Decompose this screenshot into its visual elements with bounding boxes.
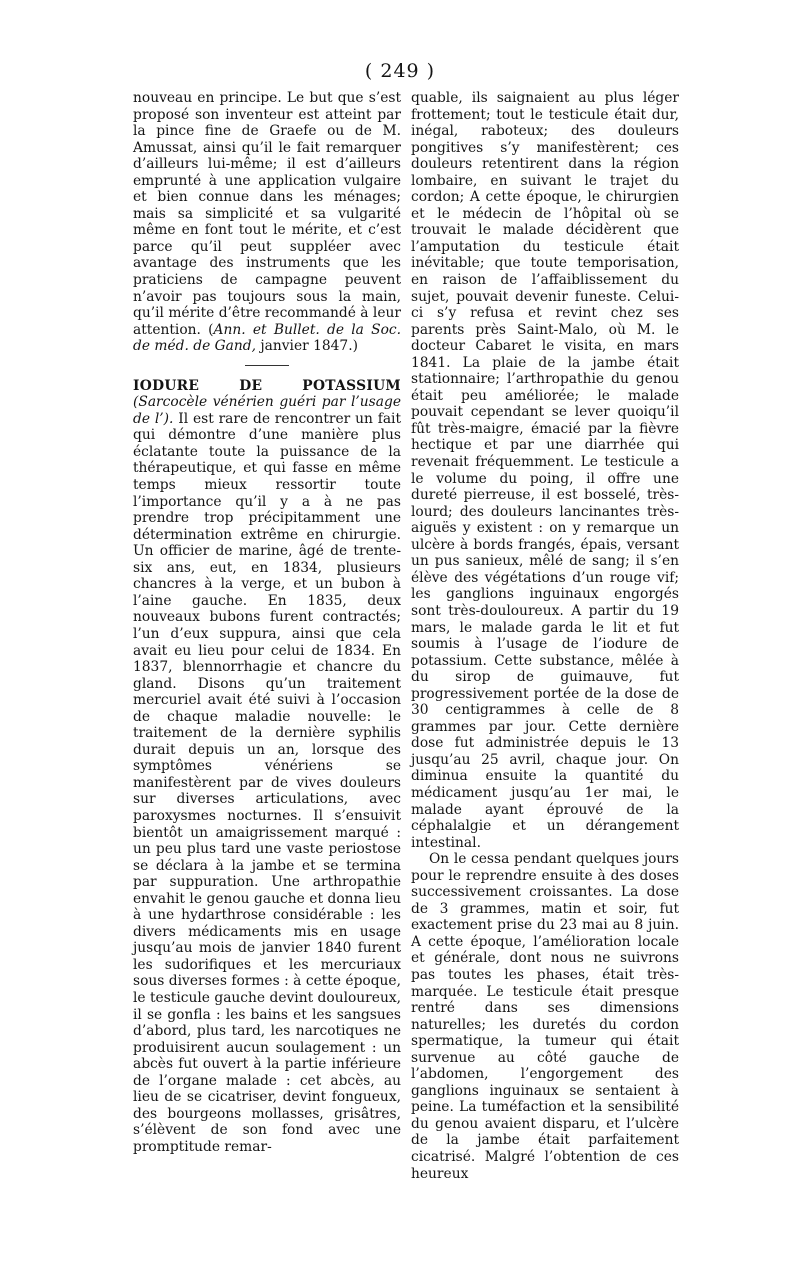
article-heading: IODURE DE POTASSIUM [133,377,401,394]
article-title [133,378,401,1156]
left-paragraph-text: nouveau en principe. Le but que s’est proposé son inventeur est atteint par la pince fine de Graefe ou de M. Amussat, ainsi qu’il le fait remarquer d’ailleurs lui-même; il est d’ailleurs emprunté à une application vulgaire et bien connue dans les ménages; mais sa simplicité et sa vulgarité même en font tout le mérite, et c’est parce qu’il peut suppléer avec avantage des instruments que les praticiens de campagne peuvent n’avoir pas toujours sous la main, qu’il mérite d’être recommandé à leur attention. ( [133,90,401,338]
journal-citation-date: janvier 1847.) [255,338,358,355]
article-body-start: Il est rare de rencontrer un fait qui démontre d’une manière plus éclatante toute la puissance de la thérapeutique, et qui fasse en même temps mieux ressortir toute l’importance qu’il y a à ne pas prendre trop précipitamment une détermination extrême en chirurgie. Un officier de marine, âgé de trente-six ans, eut, en 1834, plusieurs chancres à la verge, et un bubon à l’aine gauche. En 1835, deux nouveaux bubons furent contractés; l’un d’eux suppura, ainsi que cela avait eu lieu pour celui de 1834. En 1837, blennorrhagie et chancre du gland. Disons qu’un traitement mercuriel avait été suivi à l’occasion de chaque maladie nouvelle: le traitement de la dernière syphilis durait depuis un an, lorsque des symptômes vénériens se manifestèrent par de vives douleurs sur diverses articulations, avec paroxysmes nocturnes. Il s’ensuivit bientôt un amaigrissement marqué : un peu plus tard une vaste periostose se déclara à la jambe et se termina par suppuration. Une arthropathie envahit le genou gauche et donna lieu à une hydarthrose considérable : les divers médicaments mis en usage jusqu’au mois de janvier 1840 furent les sudorifiques et les mercuriaux sous diverses formes : à cette époque, le testicule gauche devint douloureux, il se gonfla : les bains et les sangsues d’abord, plus tard, les narcotiques ne produisirent aucun soulagement : un abcès fut ouvert à la partie inférieure de l’organe malade : cet abcès, au lieu de se cicatriser, devint fongueux, des bourgeons mollasses, grisâtres, s’élèvent de son fond avec une promptitude remar- [133,410,402,1155]
journal-citation: Ann. et Bullet. de la Soc. de méd. de Gand, [133,321,401,355]
right-paragraph: On le cessa pendant quelques jours pour le reprendre ensuite à des doses successivement croissantes. La dose de 3 grammes, matin et soir, fut exactement prise du 23 mai au 8 juin. A cette époque, l’amélioration locale et générale, dont nous ne suivrons pas toutes les phases, était très-marquée. Le testicule était presque rentré dans ses dimensions naturelles; les duretés du cordon spermatique, la tumeur qui était survenue au côté gauche de l’abdomen, l’engorgement des ganglions inguinaux se sentaient à peine. La tuméfaction et la sensibilité du genou avaient disparu, et l’ulcère de la jambe était parfaitement cicatrisé. Malgré l’obtention de ces heureux [411,851,679,1182]
page-number: ( 249 ) [364,60,436,82]
right-column [411,90,679,1182]
right-paragraph-continued: quable, ils saignaient au plus léger frottement; tout le testicule était dur, inégal, raboteux; des douleurs pongitives s’y manifestèrent; ces douleurs retentirent dans la région lombaire, en suivant le trajet du cordon; A cette époque, le chirurgien et le médecin de l’hôpital où se trouvait le malade décidèrent que l’amputation du testicule était inévitable; que toute temporisation, en raison de l’affaiblissement du sujet, pouvait devenir funeste. Celui-ci s’y refusa et revint chez ses parents près Saint-Malo, où M. le docteur Cabaret le visita, en mars 1841. La plaie de la jambe était stationnaire; l’arthropathie du genou était peu améliorée; le malade pouvait cependant se lever quoiqu’il fût très-maigre, émacié par la fièvre hectique et par une diarrhée qui revenait fréquemment. Le testicule a le volume du poing, il offre une dureté pierreuse, il est bosselé, très-lourd; des douleurs lancinantes très-aiguës y existent : on y remarque un ulcère à bords frangés, épais, versant un pus sanieux, mêlé de sang; il s’en élève des végétations d’un rouge vif; les ganglions inguinaux engorgés sont très-douloureux. A partir du 19 mars, le malade garda le lit et fut soumis à l’usage de l’iodure de potassium. Cette substance, mêlée à du sirop de guimauve, fut progressivement portée de la dose de 30 centigrammes à celle de 8 grammes par jour. Cette dernière dose fut administrée depuis le 13 jusqu’au 25 avril, chaque jour. On diminua ensuite la quantité du médicament jusqu’au 1er mai, le malade ayant éprouvé de la céphalalgie et un dérangement intestinal. [411,90,679,851]
section-divider [245,365,289,366]
left-paragraph-continued [133,90,401,355]
left-column [133,90,401,1155]
article-subtitle: (Sarcocèle vénérien guéri par l’usage de l’). [133,394,401,427]
